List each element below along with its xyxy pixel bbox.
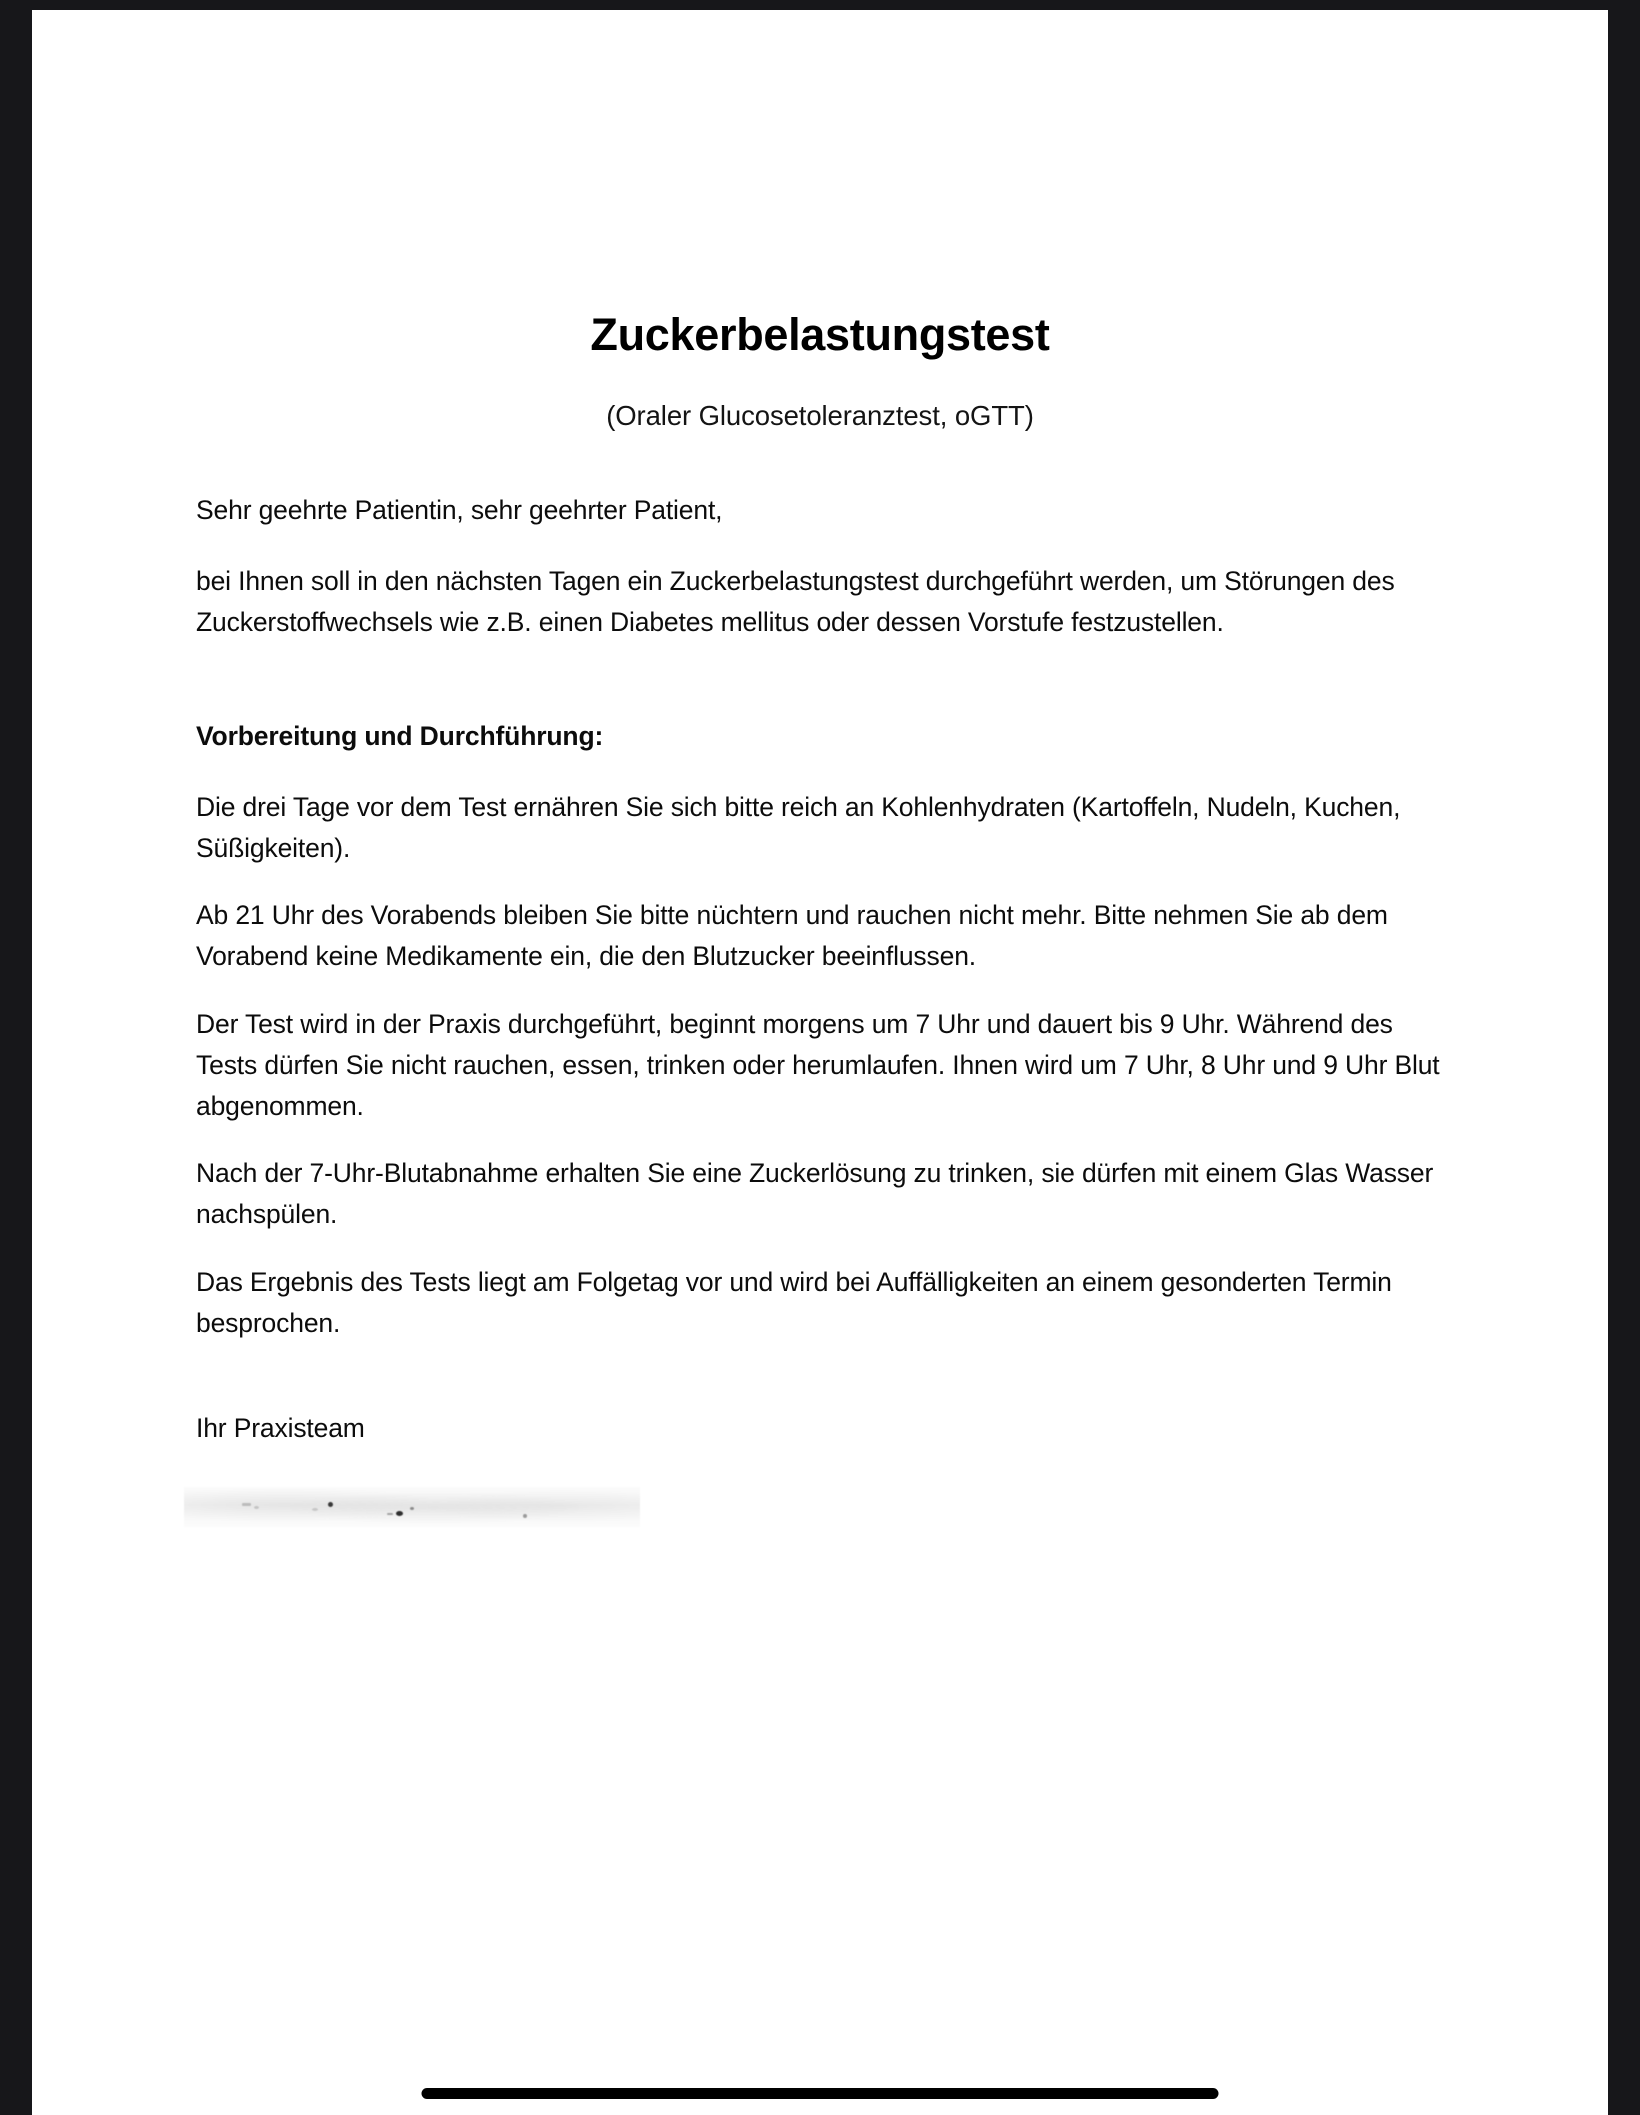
redaction-speck [387,1513,393,1515]
intro-paragraph: bei Ihnen soll in den nächsten Tagen ein Zuckerbelastungstest durchgeführt werden, um Störungen des Zuckerstoffwechsels wie z.B. einen Diabetes mellitus oder dessen Vorstufe festzustellen. [196,566,1395,638]
paragraph-procedure: Der Test wird in der Praxis durchgeführt, beginnt morgens um 7 Uhr und dauert bis 9 Uhr. Während des Tests dürfen Sie nicht rauchen, essen, trinken oder herumlaufen. Ihnen wird um 7 Uhr, 8 Uhr und 9 Uhr Blut abgenommen. [196,1008,1440,1122]
paragraph-results: Das Ergebnis des Tests liegt am Folgetag vor und wird bei Auffälligkeiten an einem gesonderten Termin besprochen. [196,1266,1392,1338]
redaction-speck [410,1507,414,1510]
document-header [32,10,1608,432]
redaction-speck [523,1514,527,1518]
redaction-speck [254,1506,259,1509]
redaction-speck [328,1502,333,1507]
section-heading-preparation: Vorbereitung und Durchführung: [196,720,604,751]
document-page [32,10,1608,2115]
redaction-speck [312,1508,318,1511]
paragraph-fasting: Ab 21 Uhr des Vorabends bleiben Sie bitte nüchtern und rauchen nicht mehr. Bitte nehmen Sie ab dem Vorabend keine Medikamente ein, die den Blutzucker beeinflussen. [196,900,1388,972]
page-title: Zuckerbelastungstest [590,309,1050,360]
paragraph-glucose-solution: Nach der 7-Uhr-Blutabnahme erhalten Sie eine Zuckerlösung zu trinken, sie dürfen mit einem Glas Wasser nachspülen. [196,1158,1434,1230]
closing-signature: Ihr Praxisteam [196,1413,365,1444]
redaction-speck [242,1503,251,1506]
home-indicator[interactable] [422,2088,1219,2099]
paragraph-diet: Die drei Tage vor dem Test ernähren Sie sich bitte reich an Kohlenhydraten (Kartoffeln, Nudeln, Kuchen, Süßigkeiten). [196,791,1401,864]
redaction-speck [396,1511,403,1516]
document-subtitle: (Oraler Glucosetoleranztest, oGTT) [606,399,1034,431]
document-body [196,490,1446,1527]
salutation-text: Sehr geehrte Patientin, sehr geehrter Patient, [196,495,723,525]
redacted-area [184,1487,640,1527]
